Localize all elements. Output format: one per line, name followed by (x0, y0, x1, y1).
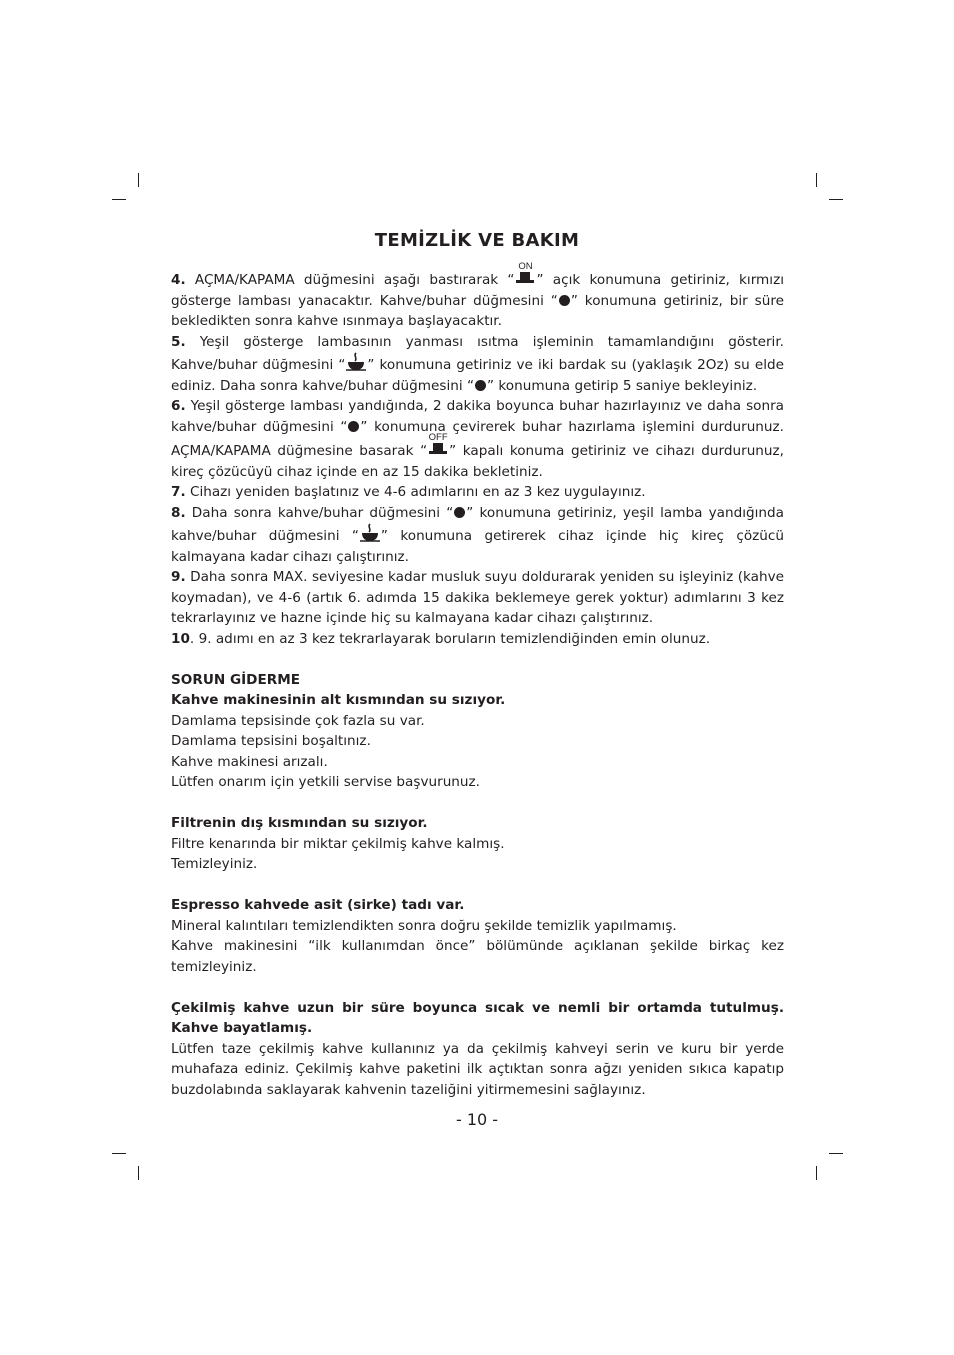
document-body (171, 261, 784, 1100)
step-number: 10 (171, 630, 190, 647)
steam-position-icon (359, 523, 381, 543)
issue-title: Filtrenin dış kısmından su sızıyor. (171, 815, 428, 831)
issue-line: Temizleyiniz. (171, 856, 258, 872)
issue-title: Çekilmiş kahve uzun bir süre boyunca sıcak ve nemli bir ortamda tutulmuş. Kahve bayatlamış. (171, 999, 784, 1036)
issue-line: Damlama tepsisinde çok fazla su var. (171, 712, 425, 729)
issue-line: Kahve makinesini “ilk kullanımdan önce” bölümünde açıklanan şekilde birkaç kez temizleyiniz. (171, 938, 784, 975)
issue-title: Espresso kahvede asit (sirke) tadı var. (171, 897, 465, 913)
step-5 (171, 332, 784, 397)
issue-line: Kahve makinesi arızalı. (171, 753, 328, 770)
step-text: ” açık konumuna getiriniz, kırmızı gösterge lambası yanacaktır. Kahve/buhar düğmesini “ (171, 272, 784, 309)
step-text: ” konumuna getirerek cihaz içinde hiç kireç çözücü kalmayana kadar cihazı çalıştırınız. (171, 528, 784, 565)
step-text: ” konumuna getiriniz, yeşil lamba yandığında kahve/buhar düğmesini “ (171, 504, 784, 544)
step-text: Yeşil gösterge lambasının yanması ısıtma işleminin tamamlandığını gösterir. Kahve/buhar düğmesini “ (171, 333, 784, 373)
step-6 (171, 396, 784, 482)
power-on-icon (514, 261, 536, 286)
step-number: 7. (171, 484, 186, 500)
coffee-position-icon (454, 507, 465, 518)
crop-mark-top-right (829, 199, 843, 200)
page-number: - 10 - (455, 1110, 499, 1129)
crop-mark-bottom-right (816, 1166, 817, 1180)
section-heading: SORUN GİDERME (171, 671, 301, 688)
issue-line: Lütfen taze çekilmiş kahve kullanınız ya da çekilmiş kahveyi serin ve kuru bir yerde muhafaza ediniz. Çekilmiş kahve paketini ilk açtıktan sonra ağzı yeniden sıkıca kapatıp buzdolabında saklayarak kahvenin tazeliğini yitirmemesini sağlayınız. (171, 1040, 784, 1098)
step-text: ” konumuna getiriniz ve iki bardak su (yaklaşık 2Oz) su elde ediniz. Daha sonra kahve/buhar düğmesini “ (171, 357, 784, 394)
step-8 (171, 503, 784, 568)
step-text: AÇMA/KAPAMA düğmesini aşağı bastırarak “ (185, 272, 515, 288)
crop-mark-top-right (816, 173, 817, 187)
issue-line: Lütfen onarım için yetkili servise başvurunuz. (171, 774, 480, 790)
steam-position-icon (345, 352, 367, 372)
crop-mark-bottom-left (138, 1166, 139, 1180)
coffee-position-icon (348, 421, 359, 432)
coffee-position-icon (559, 295, 570, 306)
step-text: ” kapalı konuma getiriniz ve cihazı durdurunuz, kireç çözücüyü cihaz içinde en az 15 dakika bekletiniz. (171, 443, 784, 480)
off-label: OFF (428, 432, 448, 443)
step-number: 5. (171, 333, 186, 350)
on-label: ON (518, 261, 533, 272)
step-10 (171, 629, 784, 650)
step-text: . 9. adımı en az 3 kez tekrarlayarak boruların temizlendiğinden emin olunuz. (189, 630, 711, 647)
page-title: TEMİZLİK VE BAKIM (374, 230, 580, 251)
step-text: Daha sonra kahve/buhar düğmesini “ (185, 504, 454, 521)
issue-line: Filtre kenarında bir miktar çekilmiş kahve kalmış. (171, 835, 505, 852)
issue-line: Damlama tepsisini boşaltınız. (171, 733, 371, 749)
crop-mark-top-left (138, 173, 139, 187)
crop-mark-bottom-left (112, 1153, 126, 1154)
issue-title: Kahve makinesinin alt kısmından su sızıyor. (171, 692, 506, 708)
step-9 (171, 567, 784, 629)
issue-line: Mineral kalıntıları temizlendikten sonra doğru şekilde temizlik yapılmamış. (171, 917, 677, 934)
step-text: Cihazı yeniden başlatınız ve 4-6 adımlarını en az 3 kez uygulayınız. (185, 484, 646, 500)
step-number: 4. (171, 272, 186, 288)
step-text: Daha sonra MAX. seviyesine kadar musluk suyu doldurarak yeniden su işleyiniz (kahve koymadan), ve 4-6 (artık 6. adımda 15 dakika beklemeye gerek yoktur) adımlarını 3 kez tekrarlayınız ve hazne içinde hiç su kalmayana kadar cihazı çalıştırınız. (171, 569, 784, 626)
step-number: 8. (171, 504, 186, 521)
step-4 (171, 261, 784, 332)
coffee-position-icon (475, 380, 486, 391)
step-text: Yeşil gösterge lambası yandığında, 2 dakika boyunca buhar hazırlayınız ve daha sonra kahve/buhar düğmesini “ (171, 398, 784, 435)
power-off-icon (427, 432, 449, 457)
step-text: ” konumuna getiriniz, bir süre bekledikten sonra kahve ısınmaya başlayacaktır. (171, 292, 784, 329)
crop-mark-bottom-right (829, 1153, 843, 1154)
step-text: ” konumuna getirip 5 saniye bekleyiniz. (487, 377, 758, 394)
step-text: ” konumuna çevirerek buhar hazırlama işlemini durdurunuz. AÇMA/KAPAMA düğmesine basarak “ (171, 418, 784, 459)
step-number: 9. (171, 569, 186, 585)
step-number: 6. (171, 398, 186, 414)
step-7 (171, 482, 784, 503)
crop-mark-top-left (112, 199, 126, 200)
